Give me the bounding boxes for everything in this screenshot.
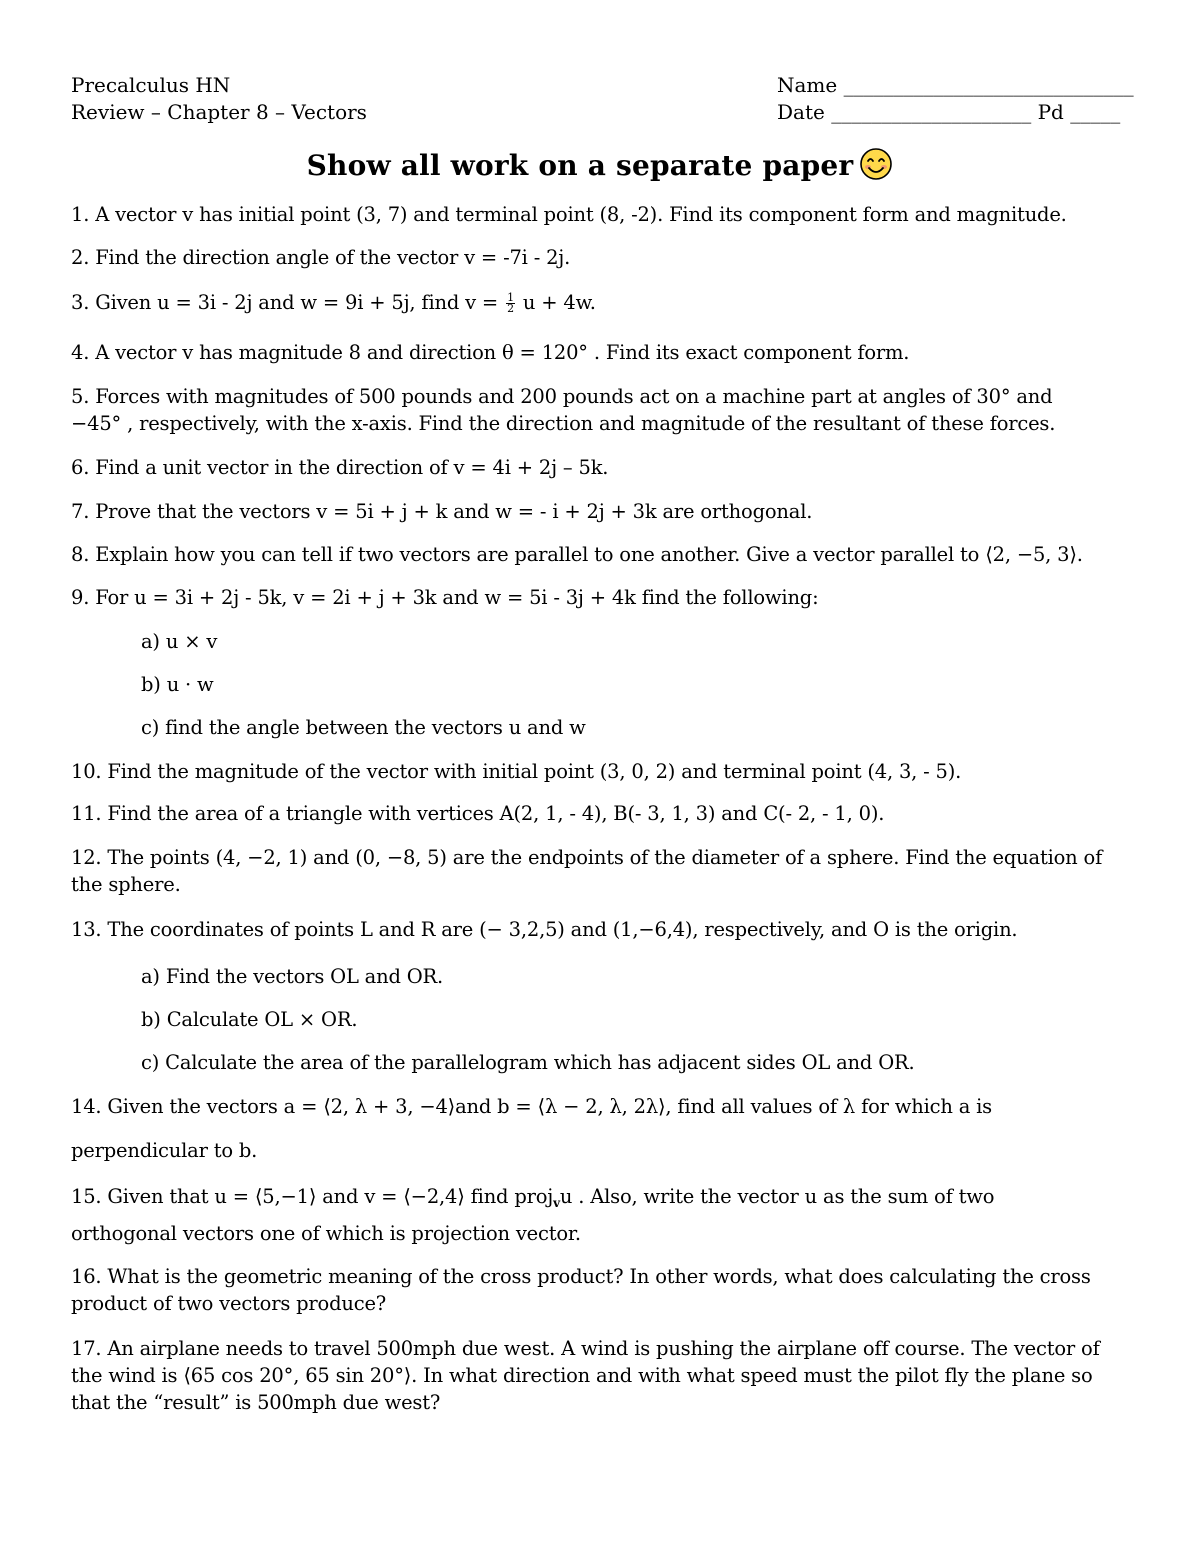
question-13c: c) Calculate the area of the parallelogram which has adjacent sides OL and OR.	[141, 1051, 915, 1074]
question-9: 9. For u = 3i + 2j - 5k, v = 2i + j + 3k and w = 5i - 3j + 4k find the following:	[71, 586, 819, 609]
question-14-line-1: 14. Given the vectors a = ⟨2, λ + 3, −4⟩and b = ⟨λ − 2, λ, 2λ⟩, find all values of λ for which a is	[71, 1095, 992, 1118]
question-9b: b) u · w	[141, 673, 214, 696]
question-5-line-1: 5. Forces with magnitudes of 500 pounds and 200 pounds act on a machine part at angles of 30° and	[71, 385, 1053, 408]
question-5-line-2: −45° , respectively, with the x-axis. Find the direction and magnitude of the resultant of these forces.	[71, 412, 1056, 435]
review-title: Review – Chapter 8 – Vectors	[71, 100, 367, 124]
question-15-line-1: 15. Given that u = ⟨5,−1⟩ and v = ⟨−2,4⟩ find proj$_v$u . Also, write the vector u as the sum of two	[71, 1185, 995, 1210]
question-1: 1. A vector v has initial point (3, 7) and terminal point (8, -2). Find its component form and magnitude.	[71, 203, 1067, 226]
question-13b: b) Calculate OL × OR.	[141, 1008, 358, 1031]
question-13: 13. The coordinates of points L and R are (− 3,2,5) and (1,−6,4), respectively, and O is the origin.	[71, 918, 1018, 941]
question-2: 2. Find the direction angle of the vector v = -7i - 2j.	[71, 246, 571, 269]
smiling-face-icon	[859, 147, 893, 181]
pd-label: Pd	[1037, 100, 1064, 124]
question-4: 4. A vector v has magnitude 8 and direction θ = 120° . Find its exact component form.	[71, 341, 910, 364]
question-12: 12. The points (4, −2, 1) and (0, −8, 5) are the endpoints of the diameter of a sphere. Find the equation of the sphere.	[71, 846, 1103, 896]
question-6: 6. Find a unit vector in the direction of v = 4i + 2j – 5k.	[71, 456, 609, 479]
page-title	[0, 147, 1200, 182]
question-3: 3. Given u = 3i - 2j and w = 9i + 5j, find v = $\frac{1}{2}$ u + 4w.	[71, 291, 596, 315]
pd-blank: _____	[1070, 100, 1121, 124]
question-8: 8. Explain how you can tell if two vectors are parallel to one another. Give a vector parallel to ⟨2, −5, 3⟩.	[71, 543, 1083, 566]
question-16: 16. What is the geometric meaning of the cross product? In other words, what does calculating the cross product of two vectors produce?	[71, 1265, 1091, 1315]
question-10: 10. Find the magnitude of the vector with initial point (3, 0, 2) and terminal point (4, 3, - 5).	[71, 760, 962, 783]
date-label: Date	[777, 100, 825, 124]
question-11: 11. Find the area of a triangle with vertices A(2, 1, - 4), B(- 3, 1, 3) and C(- 2, - 1, 0).	[71, 802, 885, 825]
name-label: Name	[777, 73, 838, 97]
course-name: Precalculus HN	[71, 73, 231, 97]
name-blank: _____________________________	[843, 73, 1134, 97]
question-15-line-2: orthogonal vectors one of which is projection vector.	[71, 1222, 581, 1245]
date-blank: ____________________	[831, 100, 1032, 124]
question-9c: c) find the angle between the vectors u and w	[141, 716, 586, 739]
question-9a: a) u × v	[141, 630, 218, 653]
question-17: 17. An airplane needs to travel 500mph due west. A wind is pushing the airplane off course. The vector of the wind is ⟨65 cos 20°, 65 sin 20°⟩. In what direction and with what speed must the pilot fly the plane so that the “result” is 500mph due west?	[71, 1337, 1100, 1414]
name-field	[777, 72, 1134, 98]
title-text: Show all work on a separate paper	[306, 149, 854, 182]
question-14-line-2: perpendicular to b.	[71, 1139, 258, 1162]
question-13a: a) Find the vectors OL and OR.	[141, 965, 444, 988]
date-field	[777, 99, 1120, 125]
question-7: 7. Prove that the vectors v = 5i + j + k and w = - i + 2j + 3k are orthogonal.	[71, 500, 813, 523]
fraction-one-half: $\frac{1}{2}$	[507, 291, 514, 315]
